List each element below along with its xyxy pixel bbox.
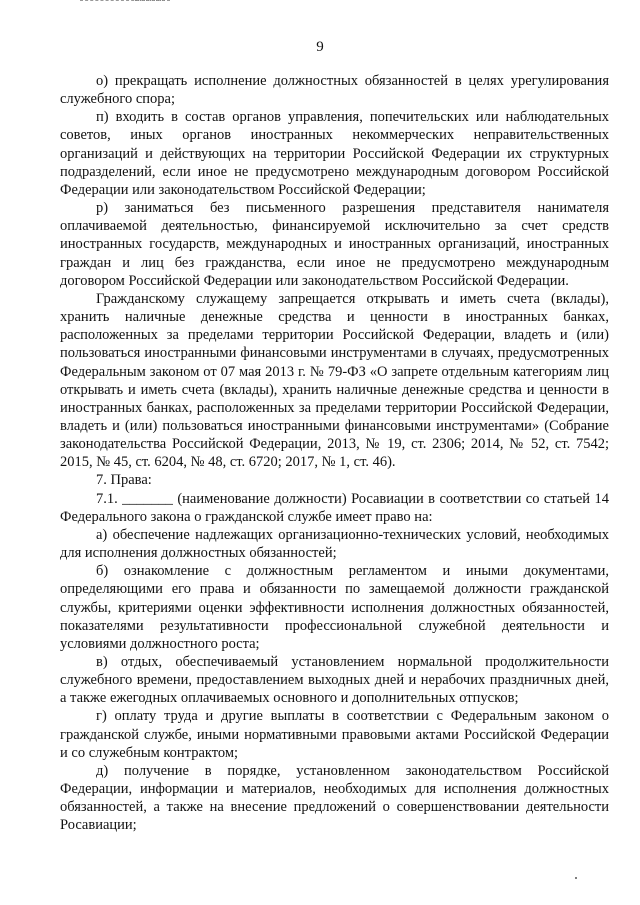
- paragraph-d: д) получение в порядке, установленном законодательством Российской Федерации, информации и материалов, необходимых для исполнения должностных обязанностей, а также на внесение предложений о совершенствовании деятельности Росавиации;: [60, 762, 609, 834]
- page-number: 9: [316, 39, 324, 55]
- paragraph-b: б) ознакомление с должностным регламентом и иными документами, определяющими его права и обязанности по замещаемой должности гражданской службы, критериями оценки эффективности исполнения должностных обязанностей, показателями результативности профессиональной служебной деятельности и условиями должностного роста;: [60, 563, 609, 652]
- scan-artifact: [575, 877, 577, 879]
- section-heading-rights: 7. Права:: [96, 472, 152, 489]
- paragraph-a: а) обеспечение надлежащих организационно-технических условий, необходимых для исполнения должностных обязанностей;: [60, 526, 609, 562]
- paragraph-p: п) входить в состав органов управления, попечительских или наблюдательных советов, иных органов иностранных некоммерческих неправительственных организаций и действующих на территории Российской Федерации их структурных подразделений, если иное не предусмотрено международным договором Российской Федерации или законодательством Российской Федерации;: [60, 109, 609, 198]
- paragraph-v: в) отдых, обеспечиваемый установлением нормальной продолжительности служебного времени, предоставлением выходных дней и нерабочих праздничных дней, а также ежегодных оплачиваемых основного и дополнительных отпусков;: [60, 654, 609, 707]
- paragraph-r: р) заниматься без письменного разрешения представителя нанимателя оплачиваемой деятельностью, финансируемой исключительно за счет средств иностранных государств, международных и иностранных организаций, иностранных граждан и лиц без гражданства, если иное не предусмотрено международным договором Российской Федерации или законодательством Российской Федерации.: [60, 200, 609, 289]
- paragraph-g: г) оплату труда и другие выплаты в соответствии с Федеральным законом о гражданской службе, иными нормативными правовыми актами Российской Федерации и со служебным контрактом;: [60, 708, 609, 761]
- paragraph-o: о) прекращать исполнение должностных обязанностей в целях урегулирования служебного спора;: [60, 73, 609, 108]
- paragraph-prohibition: Гражданскому служащему запрещается открывать и иметь счета (вклады), хранить наличные денежные средства и ценности в иностранных банках, расположенных за пределами территории Российской Федерации, владеть и (или) пользоваться иностранными финансовыми инструментами в случаях, предусмотренных Федеральным законом от 07 мая 2013 г. № 79-ФЗ «О запрете отдельным категориям лиц открывать и иметь счета (вклады), хранить наличные денежные средства и ценности в иностранных банках, расположенных за пределами территории Российской Федерации, владеть и (или) пользоваться иностранными финансовыми инструментами» (Собрание законодательства Российской Федерации, 2013, № 19, ст. 2306; 2014, № 52, ст. 7542; 2015, № 45, ст. 6204, № 48, ст. 6720; 2017, № 1, ст. 46).: [60, 290, 609, 471]
- paragraph-7-1: 7.1. _______ (наименование должности) Росавиации в соответствии со статьей 14 Федерального закона о гражданской службе имеет право на:: [60, 490, 609, 525]
- scan-artifact: [135, 0, 165, 3]
- document-body: [60, 72, 609, 835]
